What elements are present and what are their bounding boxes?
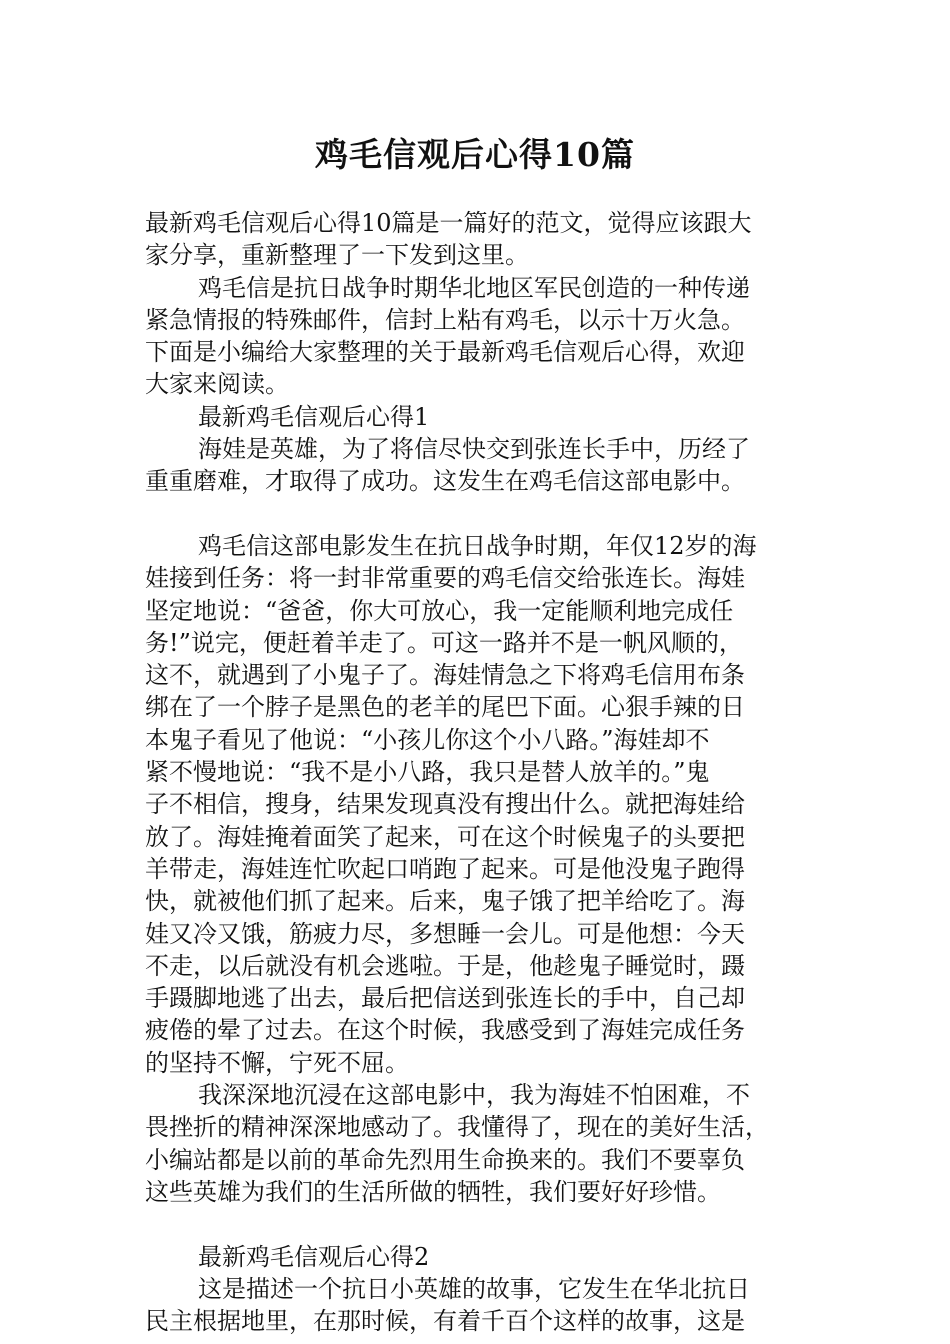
text-line: 这不，就遇到了小鬼子了。海娃情急之下将鸡毛信用布条 <box>145 661 745 690</box>
blank-line <box>145 498 795 530</box>
text-line: 重重磨难，才取得了成功。这发生在鸡毛信这部电影中。 <box>145 467 745 496</box>
text-line: 绑在了一个脖子是黑色的老羊的尾巴下面。心狠手辣的日 <box>145 693 745 722</box>
text-line: 家分享，重新整理了一下发到这里。 <box>145 241 529 270</box>
text-line: 不走，以后就没有机会逃啦。于是，他趁鬼子睡觉时，蹑 <box>145 951 745 980</box>
text-line: 大家来阅读。 <box>145 370 289 399</box>
text-line: 子不相信，搜身，结果发现真没有搜出什么。就把海娃给 <box>145 790 745 819</box>
text-line: 羊带走，海娃连忙吹起口哨跑了起来。可是他没鬼子跑得 <box>145 854 745 883</box>
text-line: 娃接到任务：将一封非常重要的鸡毛信交给张连长。海娃 <box>145 564 745 593</box>
text-line: 我深深地沉浸在这部电影中，我为海娃不怕困难，不 <box>198 1081 750 1110</box>
text-line: 最新鸡毛信观后心得2 <box>198 1242 430 1271</box>
text-line: 这些英雄为我们的生活所做的牺牲，我们要好好珍惜。 <box>145 1177 721 1206</box>
text-line: 娃又冷又饿，筋疲力尽，多想睡一会儿。可是他想：今天 <box>145 919 745 948</box>
document-title: 鸡毛信观后心得10篇 <box>315 135 635 174</box>
text-line: 海娃是英雄，为了将信尽快交到张连长手中，历经了 <box>198 435 750 464</box>
text-line: 务!”说完，便赶着羊走了。可这一路并不是一帆风顺的， <box>145 628 743 657</box>
text-line: 畏挫折的精神深深地感动了。我懂得了，现在的美好生活， <box>145 1113 769 1142</box>
text-line: 最新鸡毛信观后心得10篇是一篇好的范文，觉得应该跟大 <box>145 209 752 237</box>
text-line: 紧不慢地说：“我不是小八路，我只是替人放羊的。”鬼 <box>145 758 710 787</box>
text-line: 小编站都是以前的革命先烈用生命换来的。我们不要辜负 <box>145 1145 745 1174</box>
text-line: 最新鸡毛信观后心得1 <box>198 402 430 431</box>
blank-line <box>145 1208 795 1240</box>
text-line: 放了。海娃掩着面笑了起来，可在这个时候鬼子的头要把 <box>145 822 745 851</box>
text-line: 快，就被他们抓了起来。后来，鬼子饿了把羊给吃了。海 <box>145 887 745 916</box>
text-line: 这是描述一个抗日小英雄的故事，它发生在华北抗日 <box>198 1274 750 1303</box>
text-line: 疲倦的晕了过去。在这个时候，我感受到了海娃完成任务 <box>145 1016 745 1045</box>
text-line: 本鬼子看见了他说：“小孩儿你这个小八路。”海娃却不 <box>145 725 710 754</box>
text-line: 鸡毛信是抗日战争时期华北地区军民创造的一种传递 <box>198 273 750 302</box>
text-line: 的坚持不懈，宁死不屈。 <box>145 1048 409 1077</box>
document-body <box>145 207 795 1337</box>
text-line: 民主根据地里，在那时候，有着千百个这样的故事，这是 <box>145 1307 745 1336</box>
text-line: 紧急情报的特殊邮件，信封上粘有鸡毛，以示十万火急。 <box>145 305 745 334</box>
text-line: 手蹑脚地逃了出去，最后把信送到张连长的手中，自己却 <box>145 984 745 1013</box>
text-line: 坚定地说：“爸爸，你大可放心，我一定能顺利地完成任 <box>145 596 734 625</box>
text-line: 下面是小编给大家整理的关于最新鸡毛信观后心得，欢迎 <box>145 338 745 367</box>
text-line: 鸡毛信这部电影发生在抗日战争时期，年仅12岁的海 <box>198 531 757 560</box>
